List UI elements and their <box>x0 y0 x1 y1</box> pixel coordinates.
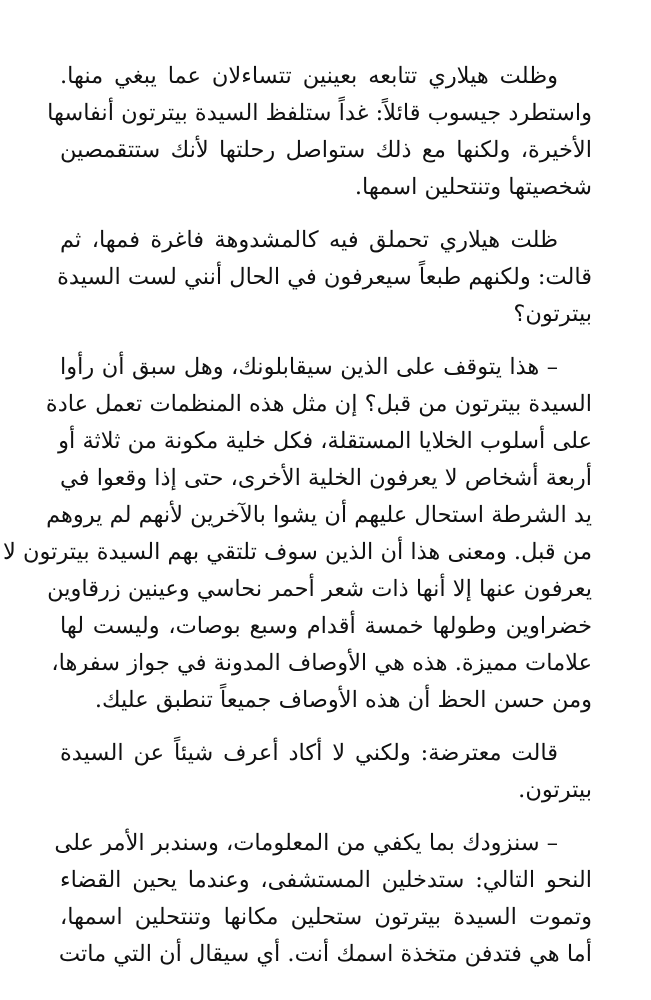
text-line: الأخيرة، ولكنها مع ذلك ستواصل رحلتها لأنك ستتقمصين <box>60 137 592 163</box>
paragraph-3 <box>2 349 592 719</box>
text-line: من قبل. ومعنى هذا أن الذين سوف تلتقي بهم السيدة بيترتون لا <box>2 539 592 565</box>
text-line: ومن حسن الحظ أن هذه الأوصاف جميعاً تنطبق عليك. <box>94 687 592 713</box>
text-line: – هذا يتوقف على الذين سيقابلونك، وهل سبق أن رأوا <box>60 354 558 380</box>
text-line: قالت معترضة: ولكني لا أكاد أعرف شيئاً عن السيدة <box>60 740 558 766</box>
text-line: وظلت هيلاري تتابعه بعينين تتساءلان عما يبغي منها. <box>60 63 558 89</box>
book-page <box>2 58 592 989</box>
text-line: يد الشرطة استحال عليهم أن يشوا بالآخرين لأنهم لم يروهم <box>46 502 592 528</box>
text-line: بيترتون. <box>518 777 592 803</box>
text-line: قالت: ولكنهم طبعاً سيعرفون في الحال أنني لست السيدة <box>57 264 592 290</box>
text-line: بيترتون؟ <box>513 301 592 327</box>
text-line: شخصيتها وتنتحلين اسمها. <box>354 174 592 200</box>
text-line: خضراوين وطولها خمسة أقدام وسبع بوصات، وليست لها <box>60 613 592 639</box>
text-line: يعرفون عنها إلا أنها ذات شعر أحمر نحاسي وعينين زرقاوين <box>47 576 592 602</box>
paragraph-1 <box>47 58 592 206</box>
paragraph-5 <box>54 825 592 973</box>
text-line: أربعة أشخاص لا يعرفون الخلية الأخرى، حتى إذا وقعوا في <box>60 465 592 491</box>
paragraph-2 <box>57 222 592 333</box>
text-line: أما هي فتدفن متخذة اسمك أنت. أي سيقال أن التي ماتت <box>58 941 592 967</box>
paragraph-4 <box>60 735 592 809</box>
text-line: النحو التالي: ستدخلين المستشفى، وعندما يحين القضاء <box>60 867 592 893</box>
text-line: علامات مميزة. هذه هي الأوصاف المدونة في جواز سفرها، <box>51 650 592 676</box>
text-line: السيدة بيترتون من قبل؟ إن مثل هذه المنظمات تعمل عادة <box>45 391 592 417</box>
text-line: – سنزودك بما يكفي من المعلومات، وسندبر الأمر على <box>54 830 558 856</box>
text-line: واستطرد جيسوب قائلاً: غداً ستلفظ السيدة بيترتون أنفاسها <box>47 100 592 126</box>
text-line: ظلت هيلاري تحملق فيه كالمشدوهة فاغرة فمها، ثم <box>60 227 558 253</box>
text-line: على أسلوب الخلايا المستقلة، فكل خلية مكونة من ثلاثة أو <box>58 428 592 454</box>
text-line: وتموت السيدة بيترتون ستحلين مكانها وتنتحلين اسمها، <box>60 904 592 930</box>
